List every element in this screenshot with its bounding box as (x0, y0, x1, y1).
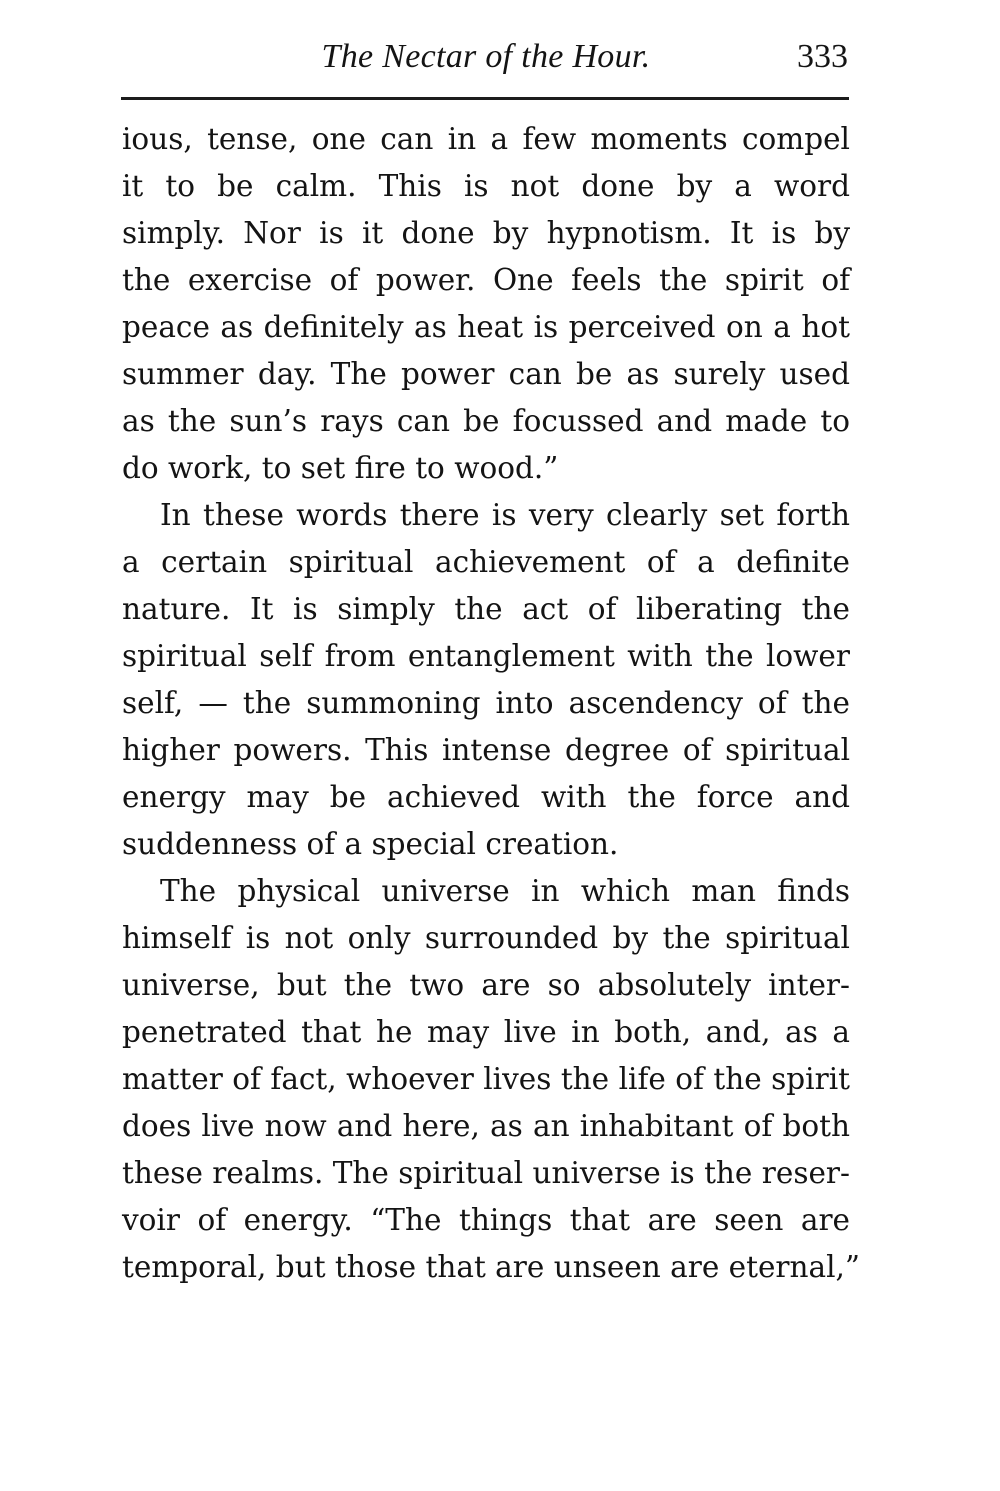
text-line: a certain spiritual achievement of a definite (122, 545, 850, 579)
text-line: self, — the summoning into ascendency of the (122, 686, 850, 720)
text-line: suddenness of a special creation. (122, 827, 619, 861)
page-number: 333 (797, 38, 848, 75)
text-line: the exercise of power. One feels the spirit of (122, 263, 850, 297)
text-line: temporal, but those that are unseen are eternal,” (122, 1250, 861, 1284)
paragraph-2 (122, 492, 850, 868)
paragraph-3 (122, 868, 861, 1291)
text-line: penetrated that he may live in both, and, as a (122, 1015, 850, 1049)
text-line: it to be calm. This is not done by a word (122, 169, 850, 203)
text-line: as the sun’s rays can be focussed and made to (122, 404, 850, 438)
text-line: higher powers. This intense degree of spiritual (122, 733, 850, 767)
text-line: universe, but the two are so absolutely inter- (122, 968, 850, 1002)
text-line: matter of fact, whoever lives the life of the spirit (122, 1062, 850, 1096)
text-line: energy may be achieved with the force and (122, 780, 850, 814)
paragraph-1 (122, 116, 850, 492)
running-title: The Nectar of the Hour. (321, 38, 651, 75)
text-line: himself is not only surrounded by the spiritual (122, 921, 850, 955)
text-line: nature. It is simply the act of liberating the (122, 592, 850, 626)
text-line: peace as definitely as heat is perceived on a hot (122, 310, 850, 344)
text-line: these realms. The spiritual universe is the reser- (122, 1156, 850, 1190)
text-line: In these words there is very clearly set forth (160, 498, 850, 532)
text-line: The physical universe in which man finds (160, 874, 850, 908)
text-line: spiritual self from entanglement with the lower (122, 639, 850, 673)
text-line: simply. Nor is it done by hypnotism. It is by (122, 216, 850, 250)
running-head (122, 34, 850, 84)
text-line: ious, tense, one can in a few moments compel (122, 122, 850, 156)
text-line: voir of energy. “The things that are seen are (122, 1203, 850, 1237)
text-line: does live now and here, as an inhabitant of both (122, 1109, 850, 1143)
body-text (122, 116, 861, 1291)
text-line: summer day. The power can be as surely used (122, 357, 850, 391)
header-rule (121, 97, 849, 100)
text-line: do work, to set fire to wood.” (122, 451, 559, 485)
